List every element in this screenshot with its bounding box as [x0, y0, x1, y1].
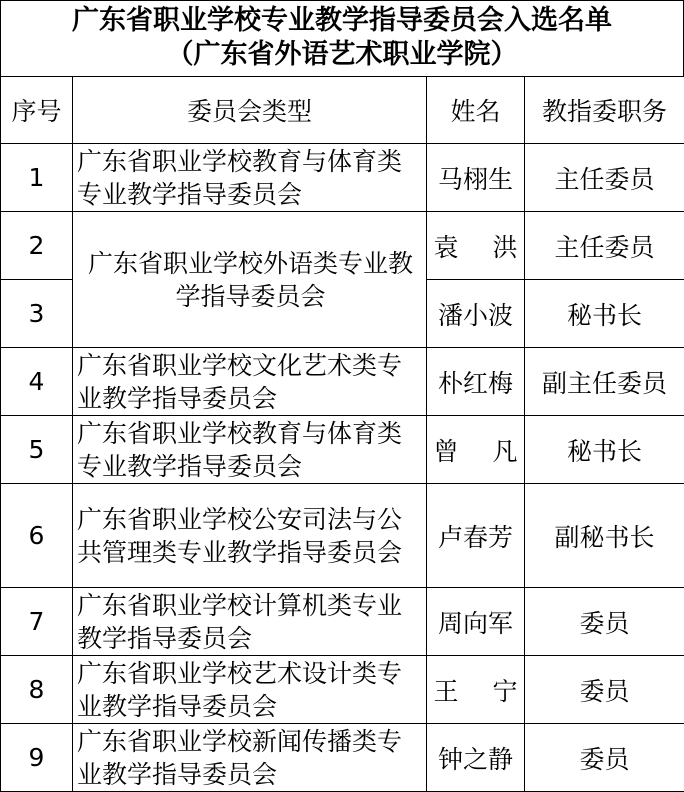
row-duty: 主任委员	[525, 212, 684, 280]
table-row	[1, 144, 684, 212]
row-index: 6	[1, 484, 73, 588]
row-name	[427, 416, 525, 484]
row-index: 9	[1, 724, 73, 792]
row-index: 2	[1, 212, 73, 280]
row-name: 马栩生	[427, 144, 525, 212]
header-committee: 委员会类型	[73, 77, 427, 144]
header-duty: 教指委职务	[525, 77, 684, 144]
row-committee: 广东省职业学校艺术设计类专业教学指导委员会	[73, 656, 427, 724]
table-row	[1, 588, 684, 656]
row-index: 5	[1, 416, 73, 484]
row-name: 周向军	[427, 588, 525, 656]
row-duty: 秘书长	[525, 416, 684, 484]
row-duty: 主任委员	[525, 144, 684, 212]
row-index: 8	[1, 656, 73, 724]
table-row	[1, 212, 684, 280]
row-duty: 副秘书长	[525, 484, 684, 588]
table-row	[1, 416, 684, 484]
row-name	[427, 212, 525, 280]
row-duty: 委员	[525, 724, 684, 792]
row-name: 钟之静	[427, 724, 525, 792]
row-index: 7	[1, 588, 73, 656]
row-index: 1	[1, 144, 73, 212]
row-duty: 副主任委员	[525, 348, 684, 416]
member-table	[0, 76, 684, 792]
header-name: 姓名	[427, 77, 525, 144]
row-committee: 广东省职业学校教育与体育类专业教学指导委员会	[73, 144, 427, 212]
row-committee: 广东省职业学校教育与体育类专业教学指导委员会	[73, 416, 427, 484]
title-block	[0, 0, 684, 76]
row-committee: 广东省职业学校计算机类专业教学指导委员会	[73, 588, 427, 656]
document-title: 广东省职业学校专业教学指导委员会入选名单	[1, 4, 683, 38]
row-name-text: 袁 洪	[434, 228, 518, 264]
table-row	[1, 348, 684, 416]
header-index: 序号	[1, 77, 73, 144]
row-duty: 委员	[525, 588, 684, 656]
table-row	[1, 724, 684, 792]
row-name: 朴红梅	[427, 348, 525, 416]
row-duty: 委员	[525, 656, 684, 724]
table-row	[1, 484, 684, 588]
row-committee-merged: 广东省职业学校外语类专业教学指导委员会	[73, 212, 427, 348]
document-subtitle: （广东省外语艺术职业学院）	[1, 38, 683, 72]
row-name: 卢春芳	[427, 484, 525, 588]
row-committee: 广东省职业学校新闻传播类专业教学指导委员会	[73, 724, 427, 792]
table-header-row	[1, 77, 684, 144]
row-name: 潘小波	[427, 280, 525, 348]
row-index: 3	[1, 280, 73, 348]
row-name-text: 曾 凡	[434, 432, 518, 468]
row-committee: 广东省职业学校文化艺术类专业教学指导委员会	[73, 348, 427, 416]
row-duty: 秘书长	[525, 280, 684, 348]
row-name	[427, 656, 525, 724]
row-index: 4	[1, 348, 73, 416]
row-committee: 广东省职业学校公安司法与公共管理类专业教学指导委员会	[73, 484, 427, 588]
table-row	[1, 656, 684, 724]
row-name-text: 王 宁	[434, 672, 518, 708]
